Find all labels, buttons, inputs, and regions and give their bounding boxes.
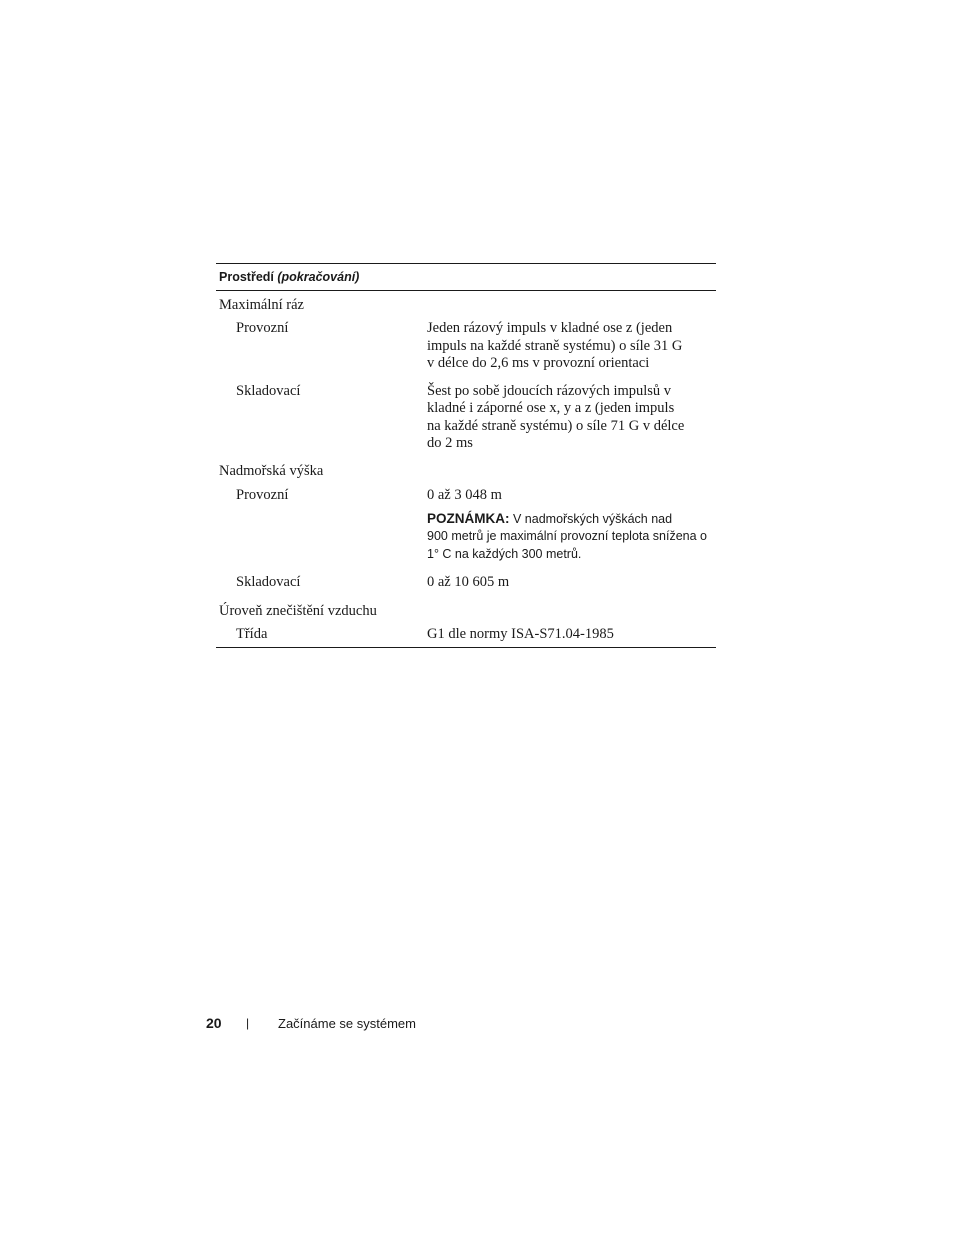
table-title-continued: (pokračování): [277, 270, 360, 284]
environment-spec-table: [216, 263, 716, 648]
section-label: Úroveň znečištění vzduchu: [219, 602, 377, 619]
note-block: [427, 510, 710, 564]
row-altitude-storage: [216, 563, 716, 591]
value-line: G1 dle normy ISA-S71.04-1985: [427, 626, 614, 643]
row-label: Provozní: [236, 320, 289, 337]
page-number: 20: [206, 1015, 222, 1031]
value-line: v délce do 2,6 ms v provozní orientaci: [427, 354, 650, 371]
note-label: POZNÁMKA:: [427, 510, 510, 526]
row-value: [427, 487, 716, 564]
note-line: 900 metrů je maximální provozní teplota snížena o: [427, 529, 708, 544]
value-line: do 2 ms: [427, 435, 473, 452]
value-line: impuls na každé straně systému) o síle 31 G: [427, 337, 683, 354]
table-header: [216, 264, 716, 291]
row-label: Třída: [236, 626, 268, 643]
row-label: Skladovací: [236, 383, 301, 400]
row-altitude-operating: [216, 481, 716, 564]
row-value: [427, 320, 716, 372]
row-value: [427, 626, 716, 643]
section-label: Nadmořská výška: [219, 463, 324, 480]
row-label: Provozní: [236, 486, 289, 503]
value-line: 0 až 10 605 m: [427, 574, 510, 591]
row-pollution-class: [216, 620, 716, 647]
value-line: na každé straně systému) o síle 71 G v délce: [427, 417, 685, 434]
row-shock-operating: [216, 314, 716, 372]
row-value: [427, 383, 716, 452]
value-line: 0 až 3 048 m: [427, 486, 502, 503]
value-line: kladné i záporné ose x, y a z (jeden impuls: [427, 400, 675, 417]
chapter-title: Začínáme se systémem: [278, 1015, 416, 1031]
footer-separator: |: [246, 1016, 250, 1030]
section-air-pollution: [216, 592, 716, 620]
row-shock-storage: [216, 372, 716, 452]
page-footer: [206, 1015, 416, 1031]
note-line: V nadmořských výškách nad: [512, 511, 673, 526]
value-line: Jeden rázový impuls v kladné ose z (jeden: [427, 320, 673, 337]
table-title: Prostředí: [219, 270, 274, 284]
section-label: Maximální ráz: [219, 297, 304, 313]
row-value: [427, 574, 716, 591]
value-line: Šest po sobě jdoucích rázových impulsů v: [427, 383, 672, 400]
row-label: Skladovací: [236, 574, 301, 591]
section-altitude: [216, 452, 716, 480]
note-line: 1° C na každých 300 metrů.: [427, 546, 582, 561]
section-max-shock: [216, 291, 716, 314]
